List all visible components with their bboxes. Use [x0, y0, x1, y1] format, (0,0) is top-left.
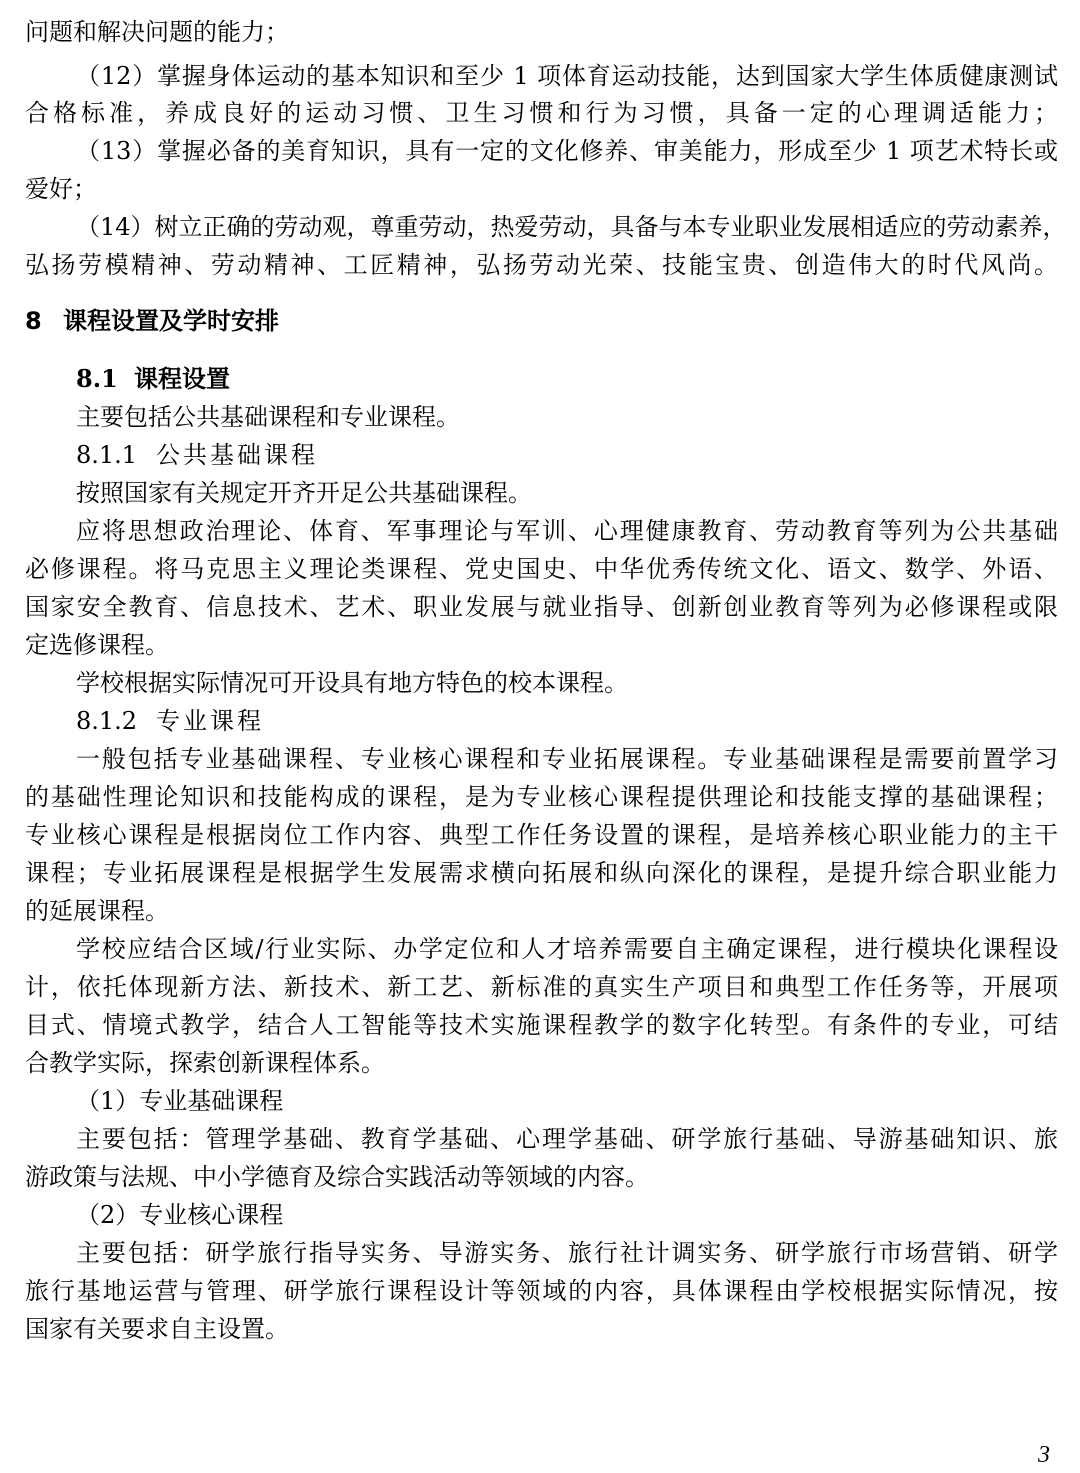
text-line: 问题和解决问题的能力； [25, 18, 289, 46]
subsubsection-number: 8.1.2 [76, 707, 138, 735]
text-line: （13）掌握必备的美育知识，具有一定的文化修养、审美能力，形成至少 1 项艺术特长或 [76, 137, 1058, 165]
text-line: 学校根据实际情况可开设具有地方特色的校本课程。 [76, 669, 628, 697]
subsection-title: 课程设置 [134, 364, 230, 393]
text-line: 旅行基地运营与管理、研学旅行课程设计等领域的内容，具体课程由学校根据实际情况，按 [25, 1277, 1058, 1305]
text-line: 定选修课程。 [25, 631, 169, 659]
section-title: 课程设置及学时安排 [63, 307, 279, 335]
section-heading-8 [25, 304, 279, 338]
text-line: （12）掌握身体运动的基本知识和至少 1 项体育运动技能，达到国家大学生体质健康测试 [76, 62, 1058, 90]
subsection-number: 8.1 [76, 364, 118, 393]
text-line: 国家安全教育、信息技术、艺术、职业发展与就业指导、创新创业教育等列为必修课程或限 [25, 593, 1058, 621]
text-line: 目式、情境式教学，结合人工智能等技术实施课程教学的数字化转型。有条件的专业，可结 [25, 1011, 1058, 1039]
text-line: 课程；专业拓展课程是根据学生发展需求横向拓展和纵向深化的课程，是提升综合职业能力 [25, 859, 1058, 887]
text-line: 应将思想政治理论、体育、军事理论与军训、心理健康教育、劳动教育等列为公共基础 [76, 517, 1058, 545]
text-line: 合教学实际，探索创新课程体系。 [25, 1049, 385, 1077]
page-number: 3 [1038, 1442, 1050, 1468]
text-line: （14）树立正确的劳动观，尊重劳动，热爱劳动，具备与本专业职业发展相适应的劳动素养， [76, 213, 1067, 241]
subsubsection-title: 专业课程 [156, 707, 264, 735]
subsection-heading-8-1 [76, 362, 230, 396]
subsubsection-title: 公共基础课程 [156, 441, 318, 469]
text-line: 主要包括：管理学基础、教育学基础、心理学基础、研学旅行基础、导游基础知识、旅 [76, 1125, 1058, 1153]
text-line: 游政策与法规、中小学德育及综合实践活动等领域的内容。 [25, 1163, 649, 1191]
text-line: 的延展课程。 [25, 897, 169, 925]
list-heading: （1）专业基础课程 [76, 1087, 284, 1115]
text-line: 必修课程。将马克思主义理论类课程、党史国史、中华优秀传统文化、语文、数学、外语、 [25, 555, 1058, 583]
subsubsection-number: 8.1.1 [76, 441, 138, 469]
text-line: 学校应结合区域/行业实际、办学定位和人才培养需要自主确定课程，进行模块化课程设 [76, 935, 1058, 963]
text-line: 合格标准，养成良好的运动习惯、卫生习惯和行为习惯，具备一定的心理调适能力； [25, 99, 1058, 127]
text-line: 弘扬劳模精神、劳动精神、工匠精神，弘扬劳动光荣、技能宝贵、创造伟大的时代风尚。 [25, 251, 1058, 279]
section-number: 8 [25, 307, 42, 335]
text-line: 计，依托体现新方法、新技术、新工艺、新标准的真实生产项目和典型工作任务等，开展项 [25, 973, 1058, 1001]
text-line: 爱好； [25, 175, 97, 203]
subsubsection-heading-8-1-2 [76, 704, 264, 738]
text-line: 一般包括专业基础课程、专业核心课程和专业拓展课程。专业基础课程是需要前置学习 [76, 745, 1058, 773]
text-line: 按照国家有关规定开齐开足公共基础课程。 [76, 479, 532, 507]
text-line: 专业核心课程是根据岗位工作内容、典型工作任务设置的课程，是培养核心职业能力的主干 [25, 821, 1058, 849]
subsubsection-heading-8-1-1 [76, 438, 318, 472]
list-heading: （2）专业核心课程 [76, 1201, 284, 1229]
text-line: 国家有关要求自主设置。 [25, 1315, 289, 1343]
text-line: 主要包括：研学旅行指导实务、导游实务、旅行社计调实务、研学旅行市场营销、研学 [76, 1239, 1058, 1267]
text-line: 主要包括公共基础课程和专业课程。 [76, 403, 460, 431]
text-line: 的基础性理论知识和技能构成的课程，是为专业核心课程提供理论和技能支撑的基础课程； [25, 783, 1058, 811]
